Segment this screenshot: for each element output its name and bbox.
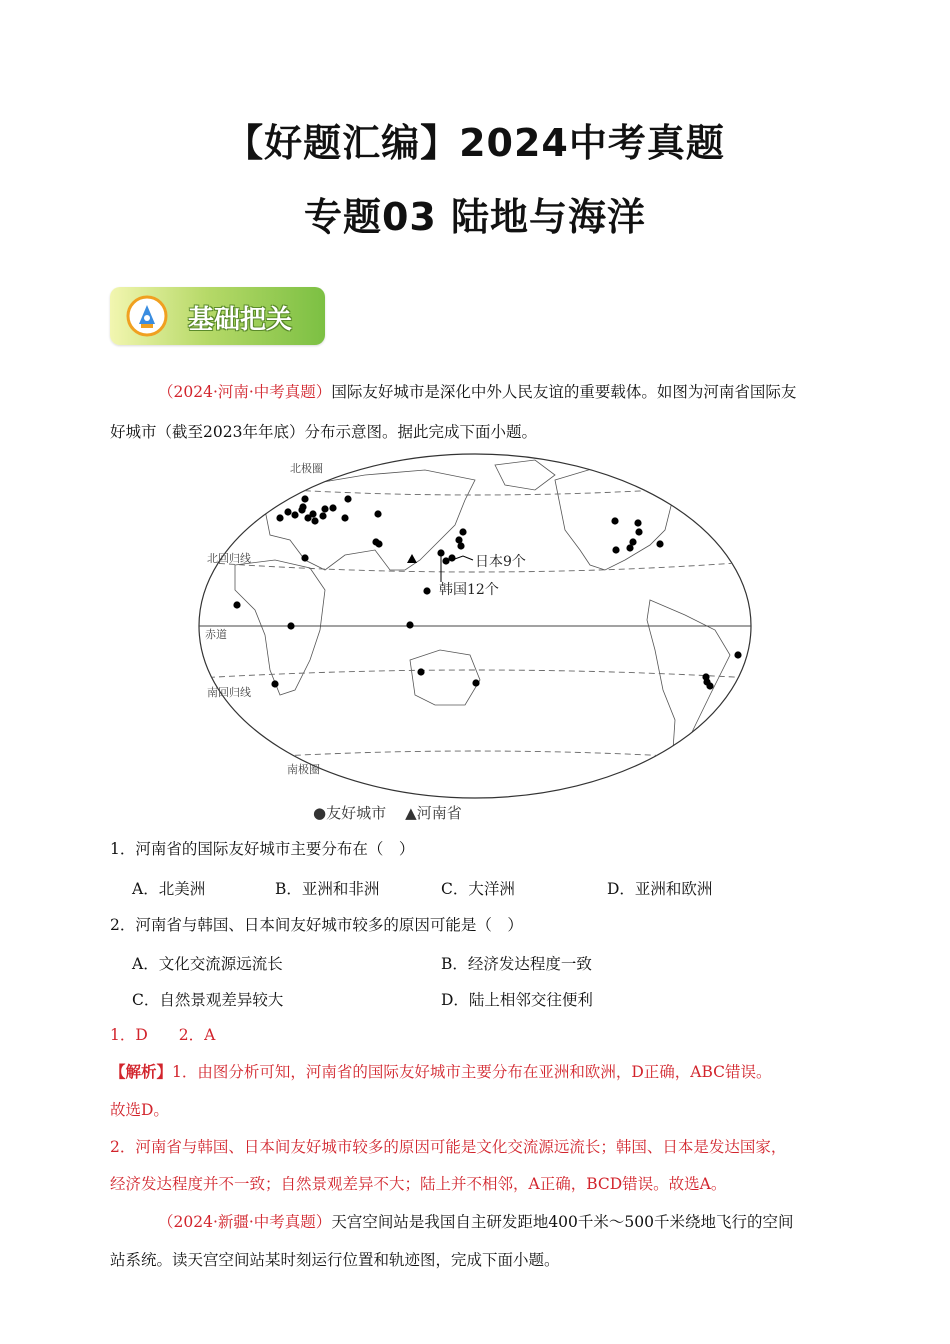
city-point <box>734 651 741 658</box>
city-point <box>291 511 298 518</box>
city-point <box>703 678 710 685</box>
city-point <box>329 504 336 511</box>
city-point <box>319 512 326 519</box>
city-point <box>612 546 619 553</box>
landmass-africa <box>235 560 325 695</box>
city-point <box>635 528 642 535</box>
city-point <box>455 536 462 543</box>
city-point <box>271 680 278 687</box>
landmass-greenland <box>495 460 555 490</box>
legend-province: ▲河南省 <box>405 804 462 822</box>
analysis-line-4: 经济发达程度并不一致；自然景观差异不大；陆上并不相邻，A正确，BCD错误。故选A。 <box>110 1175 727 1193</box>
tropic-south-line <box>199 670 751 678</box>
landmass-south-america <box>647 600 730 750</box>
city-point <box>341 514 348 521</box>
page-title: 【好题汇编】2024中考真题 <box>225 121 725 165</box>
label-korea: 韩国12个 <box>439 582 499 598</box>
question-intro-2b: 站系统。读天宫空间站某时刻运行位置和轨迹图，完成下面小题。 <box>110 1251 560 1269</box>
question-1-stem: 1．河南省的国际友好城市主要分布在（ ） <box>110 840 415 858</box>
city-point <box>299 503 306 510</box>
city-point <box>284 508 291 515</box>
q2-option-d: D．陆上相邻交往便利 <box>441 991 593 1009</box>
analysis-line-1: 【解析】1．由图分析可知，河南省的国际友好城市主要分布在亚洲和欧洲，D正确，ABC错误。 <box>110 1062 772 1081</box>
pen-nib-icon <box>126 295 168 337</box>
city-point <box>301 495 308 502</box>
landmass-australia <box>410 650 480 705</box>
city-point <box>423 587 430 594</box>
label-japan: 日本9个 <box>475 554 526 570</box>
source-tag-2: （2024·新疆·中考真题） <box>158 1213 332 1231</box>
q2-option-a: A．文化交流源远流长 <box>132 955 283 973</box>
analysis-line-2: 故选D。 <box>110 1101 169 1119</box>
arctic-circle-line <box>215 485 735 495</box>
question-intro-1b: 好城市（截至2023年年底）分布示意图。据此完成下面小题。 <box>110 423 537 441</box>
city-point <box>406 621 413 628</box>
city-point <box>309 510 316 517</box>
city-point <box>276 514 283 521</box>
badge-label: 基础把关 <box>188 305 293 335</box>
question-intro-2: （2024·新疆·中考真题）天宫空间站是我国自主研发距地400千米～500千米绕地飞行的空间 <box>158 1213 794 1231</box>
city-point <box>321 505 328 512</box>
label-arctic: 北极圈 <box>290 462 323 475</box>
label-tropic-s: 南回归线 <box>207 686 251 699</box>
label-antarctic: 南极圈 <box>287 763 320 776</box>
city-point <box>634 519 641 526</box>
city-point <box>656 540 663 547</box>
city-point <box>417 668 424 675</box>
q1-option-a: A．北美洲 <box>132 880 206 898</box>
q1-option-b: B．亚洲和非洲 <box>275 880 380 898</box>
map-legend <box>313 802 462 823</box>
city-point <box>301 554 308 561</box>
legend-city: ●友好城市 <box>313 804 387 822</box>
label-tropic-n: 北回归线 <box>207 552 251 565</box>
city-point <box>375 540 382 547</box>
analysis-line-3: 2．河南省与韩国、日本间友好城市较多的原因可能是文化交流源远流长；韩国、日本是发达国家， <box>110 1138 787 1156</box>
city-point <box>626 544 633 551</box>
city-point <box>311 517 318 524</box>
city-point <box>448 554 455 561</box>
question-2-stem: 2．河南省与韩国、日本间友好城市较多的原因可能是（ ） <box>110 916 523 934</box>
world-map <box>195 450 755 800</box>
page-subtitle: 专题03 陆地与海洋 <box>303 195 647 239</box>
city-point <box>233 601 240 608</box>
city-point <box>344 495 351 502</box>
answer-key: 1．D 2．A <box>110 1026 216 1044</box>
q2-option-c: C．自然景观差异较大 <box>132 991 284 1009</box>
city-point <box>611 517 618 524</box>
source-tag: （2024·河南·中考真题） <box>158 383 332 401</box>
label-equator: 赤道 <box>205 628 227 641</box>
section-badge <box>110 287 325 345</box>
q1-option-d: D．亚洲和欧洲 <box>607 880 713 898</box>
q1-option-c: C．大洋洲 <box>441 880 515 898</box>
henan-province-marker <box>407 554 417 563</box>
city-point <box>374 510 381 517</box>
city-point <box>472 679 479 686</box>
city-point <box>459 528 466 535</box>
q2-option-b: B．经济发达程度一致 <box>441 955 592 973</box>
city-point <box>287 622 294 629</box>
analysis-tag: 【解析】 <box>110 1062 173 1081</box>
question-intro-1: （2024·河南·中考真题）国际友好城市是深化中外人民友谊的重要载体。如图为河南省国际友 <box>158 383 797 401</box>
